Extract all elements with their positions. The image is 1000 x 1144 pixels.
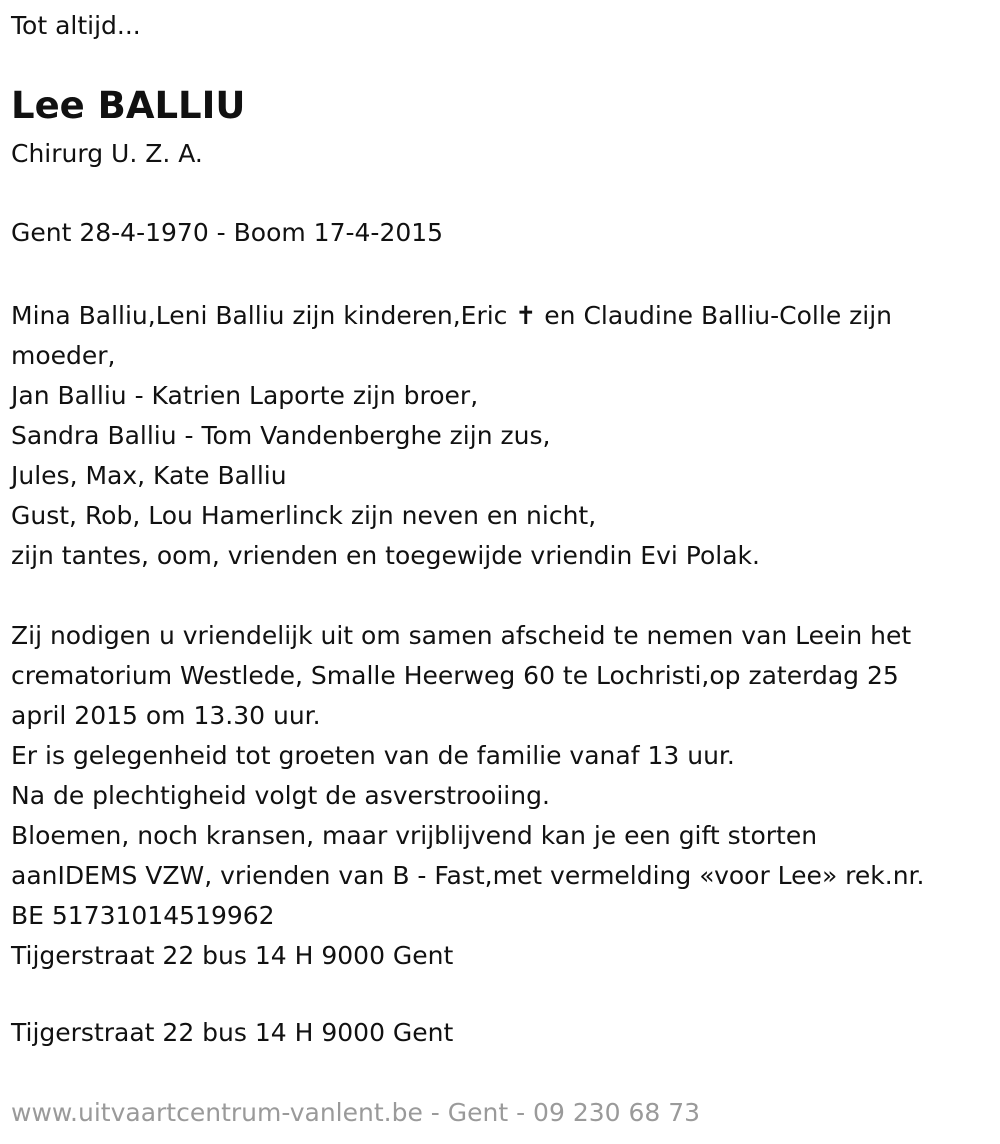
contact-address: Tijgerstraat 22 bus 14 H 9000 Gent [11,1018,454,1047]
family-line: Sandra Balliu - Tom Vandenberghe zijn zus, [11,421,551,450]
profession-text: Chirurg U. Z. A. [11,139,203,168]
family-line: Jan Balliu - Katrien Laporte zijn broer, [11,381,479,410]
ceremony-line: Na de plechtigheid volgt de asverstrooiing. [11,781,550,810]
ceremony-line: Bloemen, noch kransen, maar vrijblijvend kan je een gift storten [11,821,818,850]
family-line: zijn tantes, oom, vrienden en toegewijde vriendin Evi Polak. [11,541,760,570]
intro-text: Tot altijd... [11,11,141,40]
funeral-home-footer: www.uitvaartcentrum-vanlent.be - Gent - 09 230 68 73 [11,1098,701,1127]
bank-account-number: BE 51731014519962 [11,901,275,930]
family-paragraph [11,296,986,576]
ceremony-line: Zij nodigen u vriendelijk uit om samen afscheid te nemen van Leein het [11,621,912,650]
cross-icon: ✝ [515,301,537,330]
ceremony-address: Tijgerstraat 22 bus 14 H 9000 Gent [11,941,454,970]
ceremony-line: aanIDEMS VZW, vrienden van B - Fast,met vermelding «voor Lee» rek.nr. [11,861,925,890]
family-line: Gust, Rob, Lou Hamerlinck zijn neven en nicht, [11,501,597,530]
family-line [11,296,986,336]
family-line: Jules, Max, Kate Balliu [11,461,287,490]
ceremony-paragraph [11,616,986,976]
family-line-text: en Claudine Balliu-Colle zijn [536,301,893,330]
ceremony-line: Er is gelegenheid tot groeten van de familie vanaf 13 uur. [11,741,735,770]
family-line-text: Mina Balliu,Leni Balliu zijn kinderen,Eric [11,301,516,330]
ceremony-line: crematorium Westlede, Smalle Heerweg 60 te Lochristi,op zaterdag 25 [11,661,899,690]
birth-death-dates: Gent 28-4-1970 - Boom 17-4-2015 [11,218,444,247]
deceased-name: Lee BALLIU [11,84,246,127]
ceremony-line: april 2015 om 13.30 uur. [11,701,321,730]
family-line: moeder, [11,341,116,370]
